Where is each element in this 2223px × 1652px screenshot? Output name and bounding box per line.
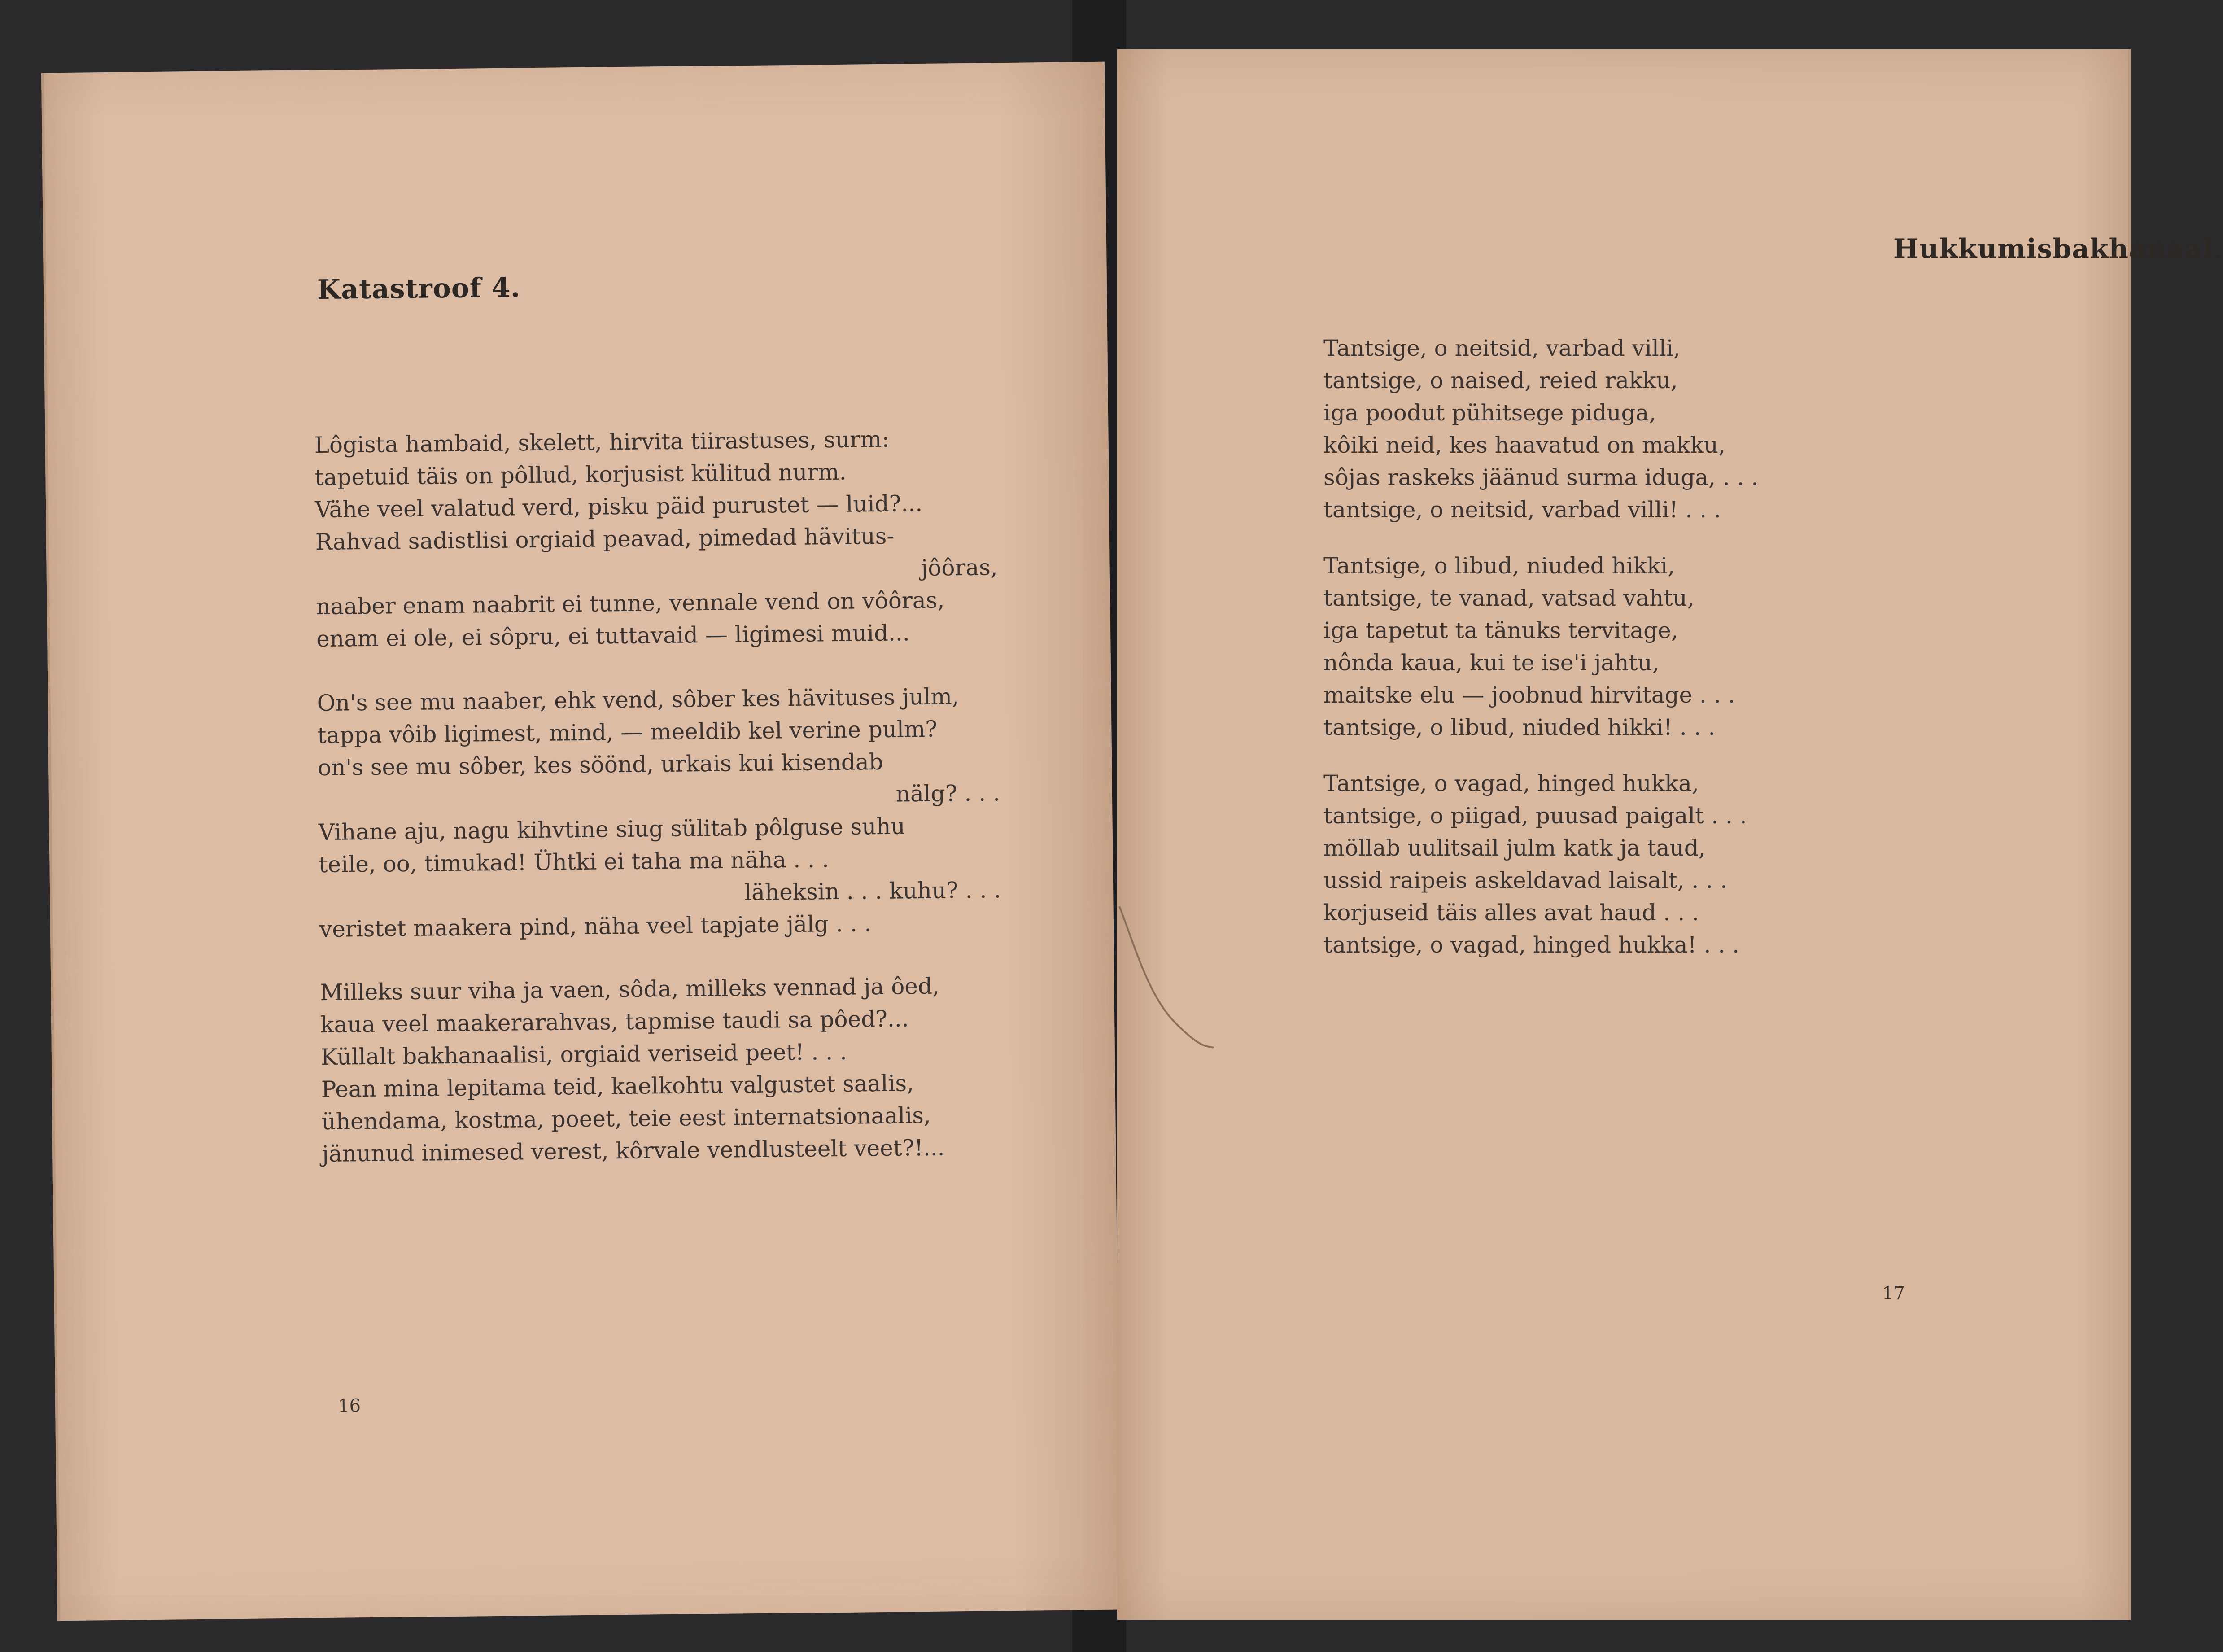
poem-line: Vähe veel valatud verd, pisku päid purustet — luid?...: [314, 490, 923, 523]
left-page-number: 16: [337, 1395, 361, 1416]
poem-line: korjuseid täis alles avat haud . . .: [1323, 900, 1699, 926]
left-stanza-2: [317, 680, 1001, 945]
poem-line: veristet maakera pind, näha veel tapjate jälg . . .: [319, 910, 872, 943]
poem-line: Vihane aju, nagu kihvtine siug sülitab pôlguse suhu: [318, 813, 905, 846]
right-page: [1117, 49, 2223, 1620]
left-page-title: Katastroof 4.: [317, 272, 521, 306]
poem-line: tantsige, te vanad, vatsad vahtu,: [1323, 585, 1695, 611]
right-stanza-3: [1323, 767, 1862, 961]
poem-line: nônda kaua, kui te ise'i jahtu,: [1323, 650, 1660, 676]
poem-line: ühendama, kostma, poeet, teie eest internatsionaalis,: [321, 1102, 931, 1135]
poem-line: tantsige, o libud, niuded hikki! . . .: [1323, 714, 1716, 740]
poem-line: Küllalt bakhanaalisi, orgiaid veriseid peet! . . .: [320, 1038, 847, 1071]
poem-line: Milleks suur viha ja vaen, sôda, milleks vennad ja ôed,: [320, 973, 940, 1006]
right-page-number: 17: [1882, 1283, 1905, 1304]
poem-line: Tantsige, o vagad, hinged hukka,: [1323, 770, 1699, 796]
left-page: [41, 62, 1121, 1621]
poem-line: tappa vôib ligimest, mind, — meeldib kel verine pulm?: [317, 716, 938, 749]
left-stanza-3: [320, 969, 1004, 1170]
poem-line: tapetuid täis on pôllud, korjusist külitud nurm.: [314, 459, 847, 491]
poem-line: teile, oo, timukad! Ühtki ei taha ma näha . . .: [319, 846, 829, 878]
right-stanza-2: [1323, 550, 1862, 743]
poem-line: tantsige, o piigad, puusad paigalt . . .: [1323, 803, 1747, 829]
poem-line: Tantsige, o neitsid, varbad villi,: [1323, 335, 1681, 361]
right-stanza-1: [1323, 332, 1862, 526]
poem-line: iga poodut pühitsege piduga,: [1323, 400, 1656, 426]
page-crease-mark: [1117, 906, 1216, 1050]
poem-line: ussid raipeis askeldavad laisalt, . . .: [1323, 867, 1727, 893]
poem-line: Tantsige, o libud, niuded hikki,: [1323, 553, 1675, 579]
poem-line: naaber enam naabrit ei tunne, vennale vend on vôôras,: [316, 587, 945, 620]
poem-line: tantsige, o vagad, hinged hukka! . . .: [1323, 932, 1740, 958]
poem-line: sôjas raskeks jäänud surma iduga, . . .: [1323, 464, 1759, 490]
right-page-edge: [2128, 49, 2131, 1620]
poem-line: jôôras,: [921, 554, 998, 581]
poem-line: iga tapetut ta tänuks tervitage,: [1323, 617, 1678, 643]
poem-line: tantsige, o neitsid, varbad villi! . . .: [1323, 497, 1721, 523]
poem-line: jänunud inimesed verest, kôrvale vendlusteelt veet?!...: [321, 1134, 945, 1167]
poem-line: kaua veel maakerarahvas, tapmise taudi sa pôed?...: [320, 1005, 909, 1038]
poem-line: Pean mina lepitama teid, kaelkohtu valgustet saalis,: [321, 1070, 914, 1103]
poem-line: On's see mu naaber, ehk vend, sôber kes hävituses julm,: [317, 683, 960, 717]
poem-line: maitske elu — joobnud hirvitage . . .: [1323, 682, 1735, 708]
poem-line: Lôgista hambaid, skelett, hirvita tiirastuses, surm:: [314, 426, 890, 459]
right-page-title: Hukkumisbakhanaal.: [1893, 233, 2223, 265]
poem-line: tantsige, o naised, reied rakku,: [1323, 367, 1678, 393]
poem-line: kôiki neid, kes haavatud on makku,: [1323, 432, 1725, 458]
poem-line: nälg? . . .: [895, 780, 1000, 807]
poem-line: möllab uulitsail julm katk ja taud,: [1323, 835, 1706, 861]
poem-line: on's see mu sôber, kes söönd, urkais kui kisendab: [317, 748, 883, 781]
poem-line: Rahvad sadistlisi orgiaid peavad, pimedad hävitus-: [315, 523, 895, 555]
left-stanza-1: [314, 422, 998, 655]
poem-line: enam ei ole, ei sôpru, ei tuttavaid — ligimesi muid...: [316, 620, 910, 652]
poem-line: läheksin . . . kuhu? . . .: [744, 877, 1001, 906]
